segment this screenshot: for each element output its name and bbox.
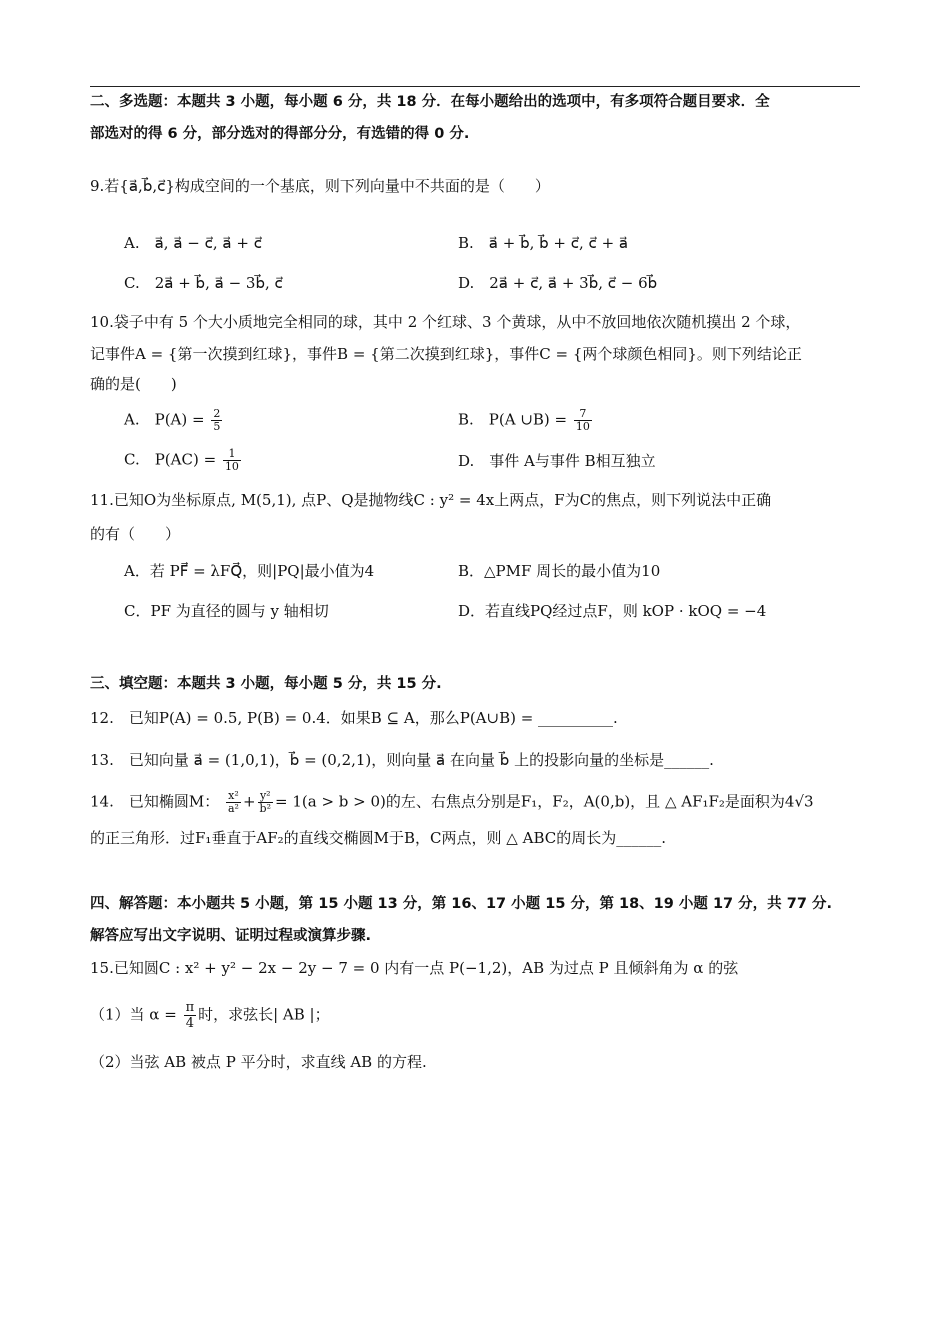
q15-part2: （2）当弦 AB 被点 P 平分时，求直线 AB 的方程. (90, 1053, 427, 1071)
q9-option-b: B. a⃗ + b⃗, b⃗ + c⃗, c⃗ + a⃗ (458, 234, 629, 252)
q14-fraction-x (226, 790, 241, 815)
q15-part1 (90, 1000, 330, 1031)
q10-option-d: D. 事件 A与事件 B相互独立 (458, 452, 656, 470)
q15-pi-denominator: 4 (185, 1016, 194, 1031)
q10-option-a-fraction (211, 408, 222, 433)
q11-option-b: B．△PMF 周长的最小值为10 (458, 562, 661, 580)
section-3-header: 三、填空题：本题共 3 小题，每小题 5 分，共 15 分. (90, 676, 442, 692)
q15-part1-prefix: （1）当 α = (90, 1005, 177, 1024)
q10-option-a (124, 408, 224, 433)
q14-y-numerator: y² (258, 790, 273, 803)
q9-option-c: C. 2a⃗ + b⃗, a⃗ − 3b⃗, c⃗ (124, 274, 283, 292)
q10-option-b-fraction (574, 408, 592, 433)
q10-stem-line2: 记事件A = {第一次摸到红球}，事件B = {第二次摸到红球}，事件C = {两个球颜色相同}。则下列结论正 (90, 345, 802, 363)
section-4-header-line1: 四、解答题：本小题共 5 小题，第 15 小题 13 分，第 16、17 小题 15 分，第 18、19 小题 17 分，共 77 分. (90, 896, 832, 912)
q15-stem: 15.已知圆C : x² + y² − 2x − 2y − 7 = 0 内有一点 P(−1,2)，AB 为过点 P 且倾斜角为 α 的弦 (90, 959, 739, 977)
q10-option-b-label: B. P(A ∪B) = (458, 410, 568, 429)
q10-a-denominator: 5 (213, 420, 221, 433)
q10-option-b (458, 408, 594, 433)
q10-option-a-label: A. P(A) = (124, 410, 205, 429)
q10-option-c (124, 448, 243, 473)
q14-suffix: = 1(a > b > 0)的左、右焦点分别是F₁，F₂，A(0,b)，且 △ AF₁F₂是面积为4√3 (275, 792, 814, 811)
q14-prefix: 14. 已知椭圆M： (90, 792, 220, 811)
q12-text: 12. 已知P(A) = 0.5, P(B) = 0.4．如果B ⊆ A，那么P(A∪B) = __________. (90, 709, 618, 727)
q9-option-d: D. 2a⃗ + c⃗, a⃗ + 3b⃗, c⃗ − 6b⃗ (458, 274, 658, 292)
q11-stem-line2: 的有（ ） (90, 525, 181, 543)
q9-option-a: A. a⃗, a⃗ − c⃗, a⃗ + c⃗ (124, 234, 262, 252)
q10-b-numerator: 7 (574, 408, 592, 421)
top-divider (90, 86, 860, 87)
q15-pi-numerator: π (185, 1000, 195, 1015)
section-2-header-line1: 二、多选题：本题共 3 小题，每小题 6 分，共 18 分．在每小题给出的选项中，有多项符合题目要求．全 (90, 94, 770, 110)
q10-a-numerator: 2 (213, 407, 221, 420)
q10-c-numerator: 1 (223, 448, 241, 461)
q10-option-c-label: C. P(AC) = (124, 450, 217, 469)
q9-stem: 9.若{a⃗,b⃗,c⃗}构成空间的一个基底，则下列向量中不共面的是（ ） (90, 177, 550, 195)
q10-stem-line1: 10.袋子中有 5 个大小质地完全相同的球，其中 2 个红球、3 个黄球，从中不放回地依次随机摸出 2 个球， (90, 313, 801, 331)
q14-line1 (90, 790, 814, 815)
q14-fraction-y (258, 790, 273, 815)
q10-stem-line3: 确的是( ) (90, 375, 177, 393)
q13-text: 13. 已知向量 a⃗ = (1,0,1)，b⃗ = (0,2,1)，则向量 a⃗ 在向量 b⃗ 上的投影向量的坐标是______. (90, 751, 714, 769)
q15-part1-suffix: 时，求弦长| AB |； (198, 1005, 330, 1024)
q14-plus: + (242, 792, 256, 811)
q10-option-c-fraction (223, 448, 241, 473)
q10-c-denominator: 10 (224, 460, 239, 473)
q14-x-denominator: a² (228, 802, 239, 815)
q11-stem-line1: 11.已知O为坐标原点, M(5,1), 点P、Q是抛物线C : y² = 4x上两点，F为C的焦点，则下列说法中正确 (90, 491, 772, 509)
section-2-header-line2: 部选对的得 6 分，部分选对的得部分分，有选错的得 0 分. (90, 126, 470, 142)
q10-b-denominator: 10 (575, 420, 590, 433)
q14-y-denominator: b² (259, 802, 271, 815)
q11-option-d: D．若直线PQ经过点F，则 kOP · kOQ = −4 (458, 602, 767, 620)
q14-x-numerator: x² (226, 790, 241, 803)
q11-option-c: C．PF 为直径的圆与 y 轴相切 (124, 602, 329, 620)
q14-line2: 的正三角形．过F₁垂直于AF₂的直线交椭圆M于B，C两点，则 △ ABC的周长为______. (90, 829, 666, 847)
section-4-header-line2: 解答应写出文字说明、证明过程或演算步骤. (90, 928, 372, 944)
q15-part1-fraction (184, 1000, 197, 1031)
q11-option-a: A．若 PF⃗ = λFQ⃗，则|PQ|最小值为4 (124, 562, 375, 580)
